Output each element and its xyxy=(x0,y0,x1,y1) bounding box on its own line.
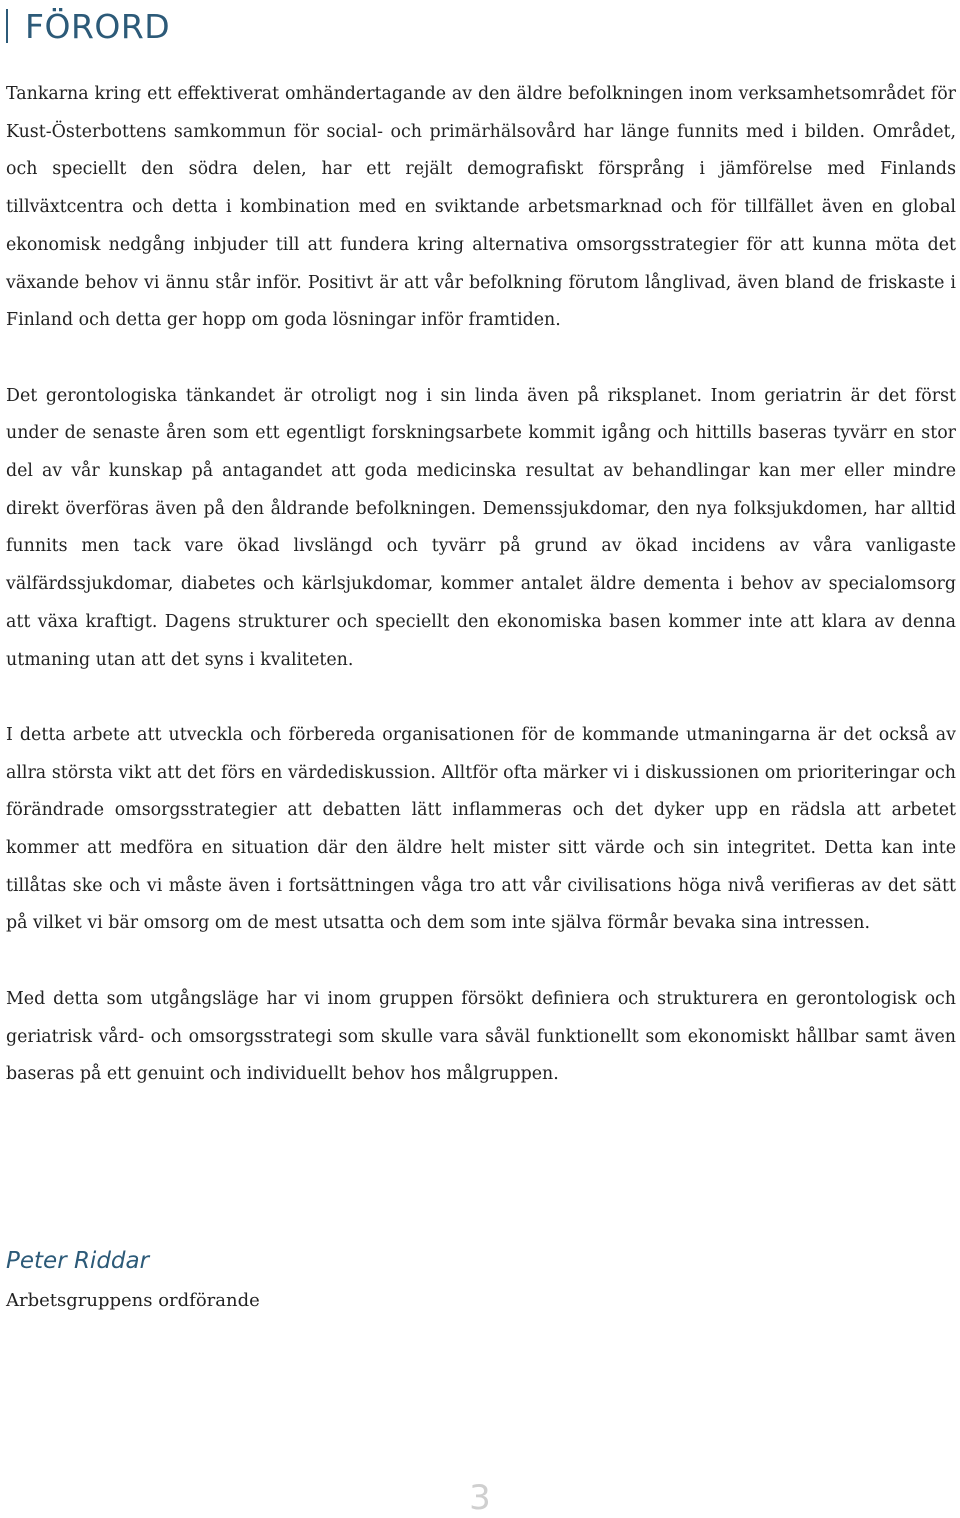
paragraph-2: Det gerontologiska tänkandet är otroligt nog i sin linda även på riksplanet. Inom geriatrin är det först under de senaste åren som ett egentligt forskningsarbete kommit igång och hittills baseras tyvärr en stor del av vår kunskap på antagandet att goda medicinska resultat av behandlingar kan mer eller mindre direkt överföras även på den åldrande befolkningen. Demenssjukdomar, den nya folksjukdomen, har alltid funnits men tack vare ökad livslängd och tyvärr på grund av ökad incidens av våra vanligaste välfärdssjukdomar, diabetes och kärlsjukdomar, kommer antalet äldre dementa i behov av specialomsorg att växa kraftigt. Dagens strukturer och speciellt den ekonomiska basen kommer inte att klara av denna utmaning utan att det syns i kvaliteten. xyxy=(6,385,956,670)
page-heading xyxy=(6,4,170,48)
paragraph-3: I detta arbete att utveckla och förbereda organisationen för de kommande utmaningarna är det också av allra största vikt att det förs en värdediskussion. Alltför ofta märker vi i diskussionen om prioriteringar och förändrade omsorgsstrategier att debatten lätt inflammeras och det dyker upp en rädsla att arbetet kommer att medföra en situation där den äldre helt mister sitt värde och sin integritet. Detta kan inte tillåtas ske och vi måste även i fortsättningen våga tro att vår civilisations höga nivå verifieras av det sätt på vilket vi bär omsorg om de mest utsatta och dem som inte själva förmår bevaka sina intressen. xyxy=(6,724,956,934)
heading-text: FÖRORD xyxy=(25,6,171,46)
heading-bar xyxy=(6,9,8,43)
signature-title: Arbetsgruppens ordförande xyxy=(6,1290,260,1311)
paragraph-4: Med detta som utgångsläge har vi inom gruppen försökt definiera och strukturera en gerontologisk och geriatrisk vård- och omsorgsstrategi som skulle vara såväl funktionellt som ekonomiskt hållbar samt även baseras på ett genuint och individuellt behov hos målgruppen. xyxy=(6,988,956,1085)
body-text xyxy=(6,76,956,1132)
page-number: 3 xyxy=(469,1478,491,1518)
paragraph-1: Tankarna kring ett effektiverat omhändertagande av den äldre befolkningen inom verksamhetsområdet för Kust-Österbottens samkommun för social- och primärhälsovård har länge funnits med i bilden. Området, och speciellt den södra delen, har ett rejält demografiskt försprång i jämförelse med Finlands tillväxtcentra och detta i kombination med en sviktande arbetsmarknad och för tillfället även en global ekonomisk nedgång inbjuder till att fundera kring alternativa omsorgsstrategier för att kunna möta det växande behov vi ännu står inför. Positivt är att vår befolkning förutom långlivad, även bland de friskaste i Finland och detta ger hopp om goda lösningar inför framtiden. xyxy=(6,84,956,331)
signature-name: Peter Riddar xyxy=(6,1248,150,1274)
